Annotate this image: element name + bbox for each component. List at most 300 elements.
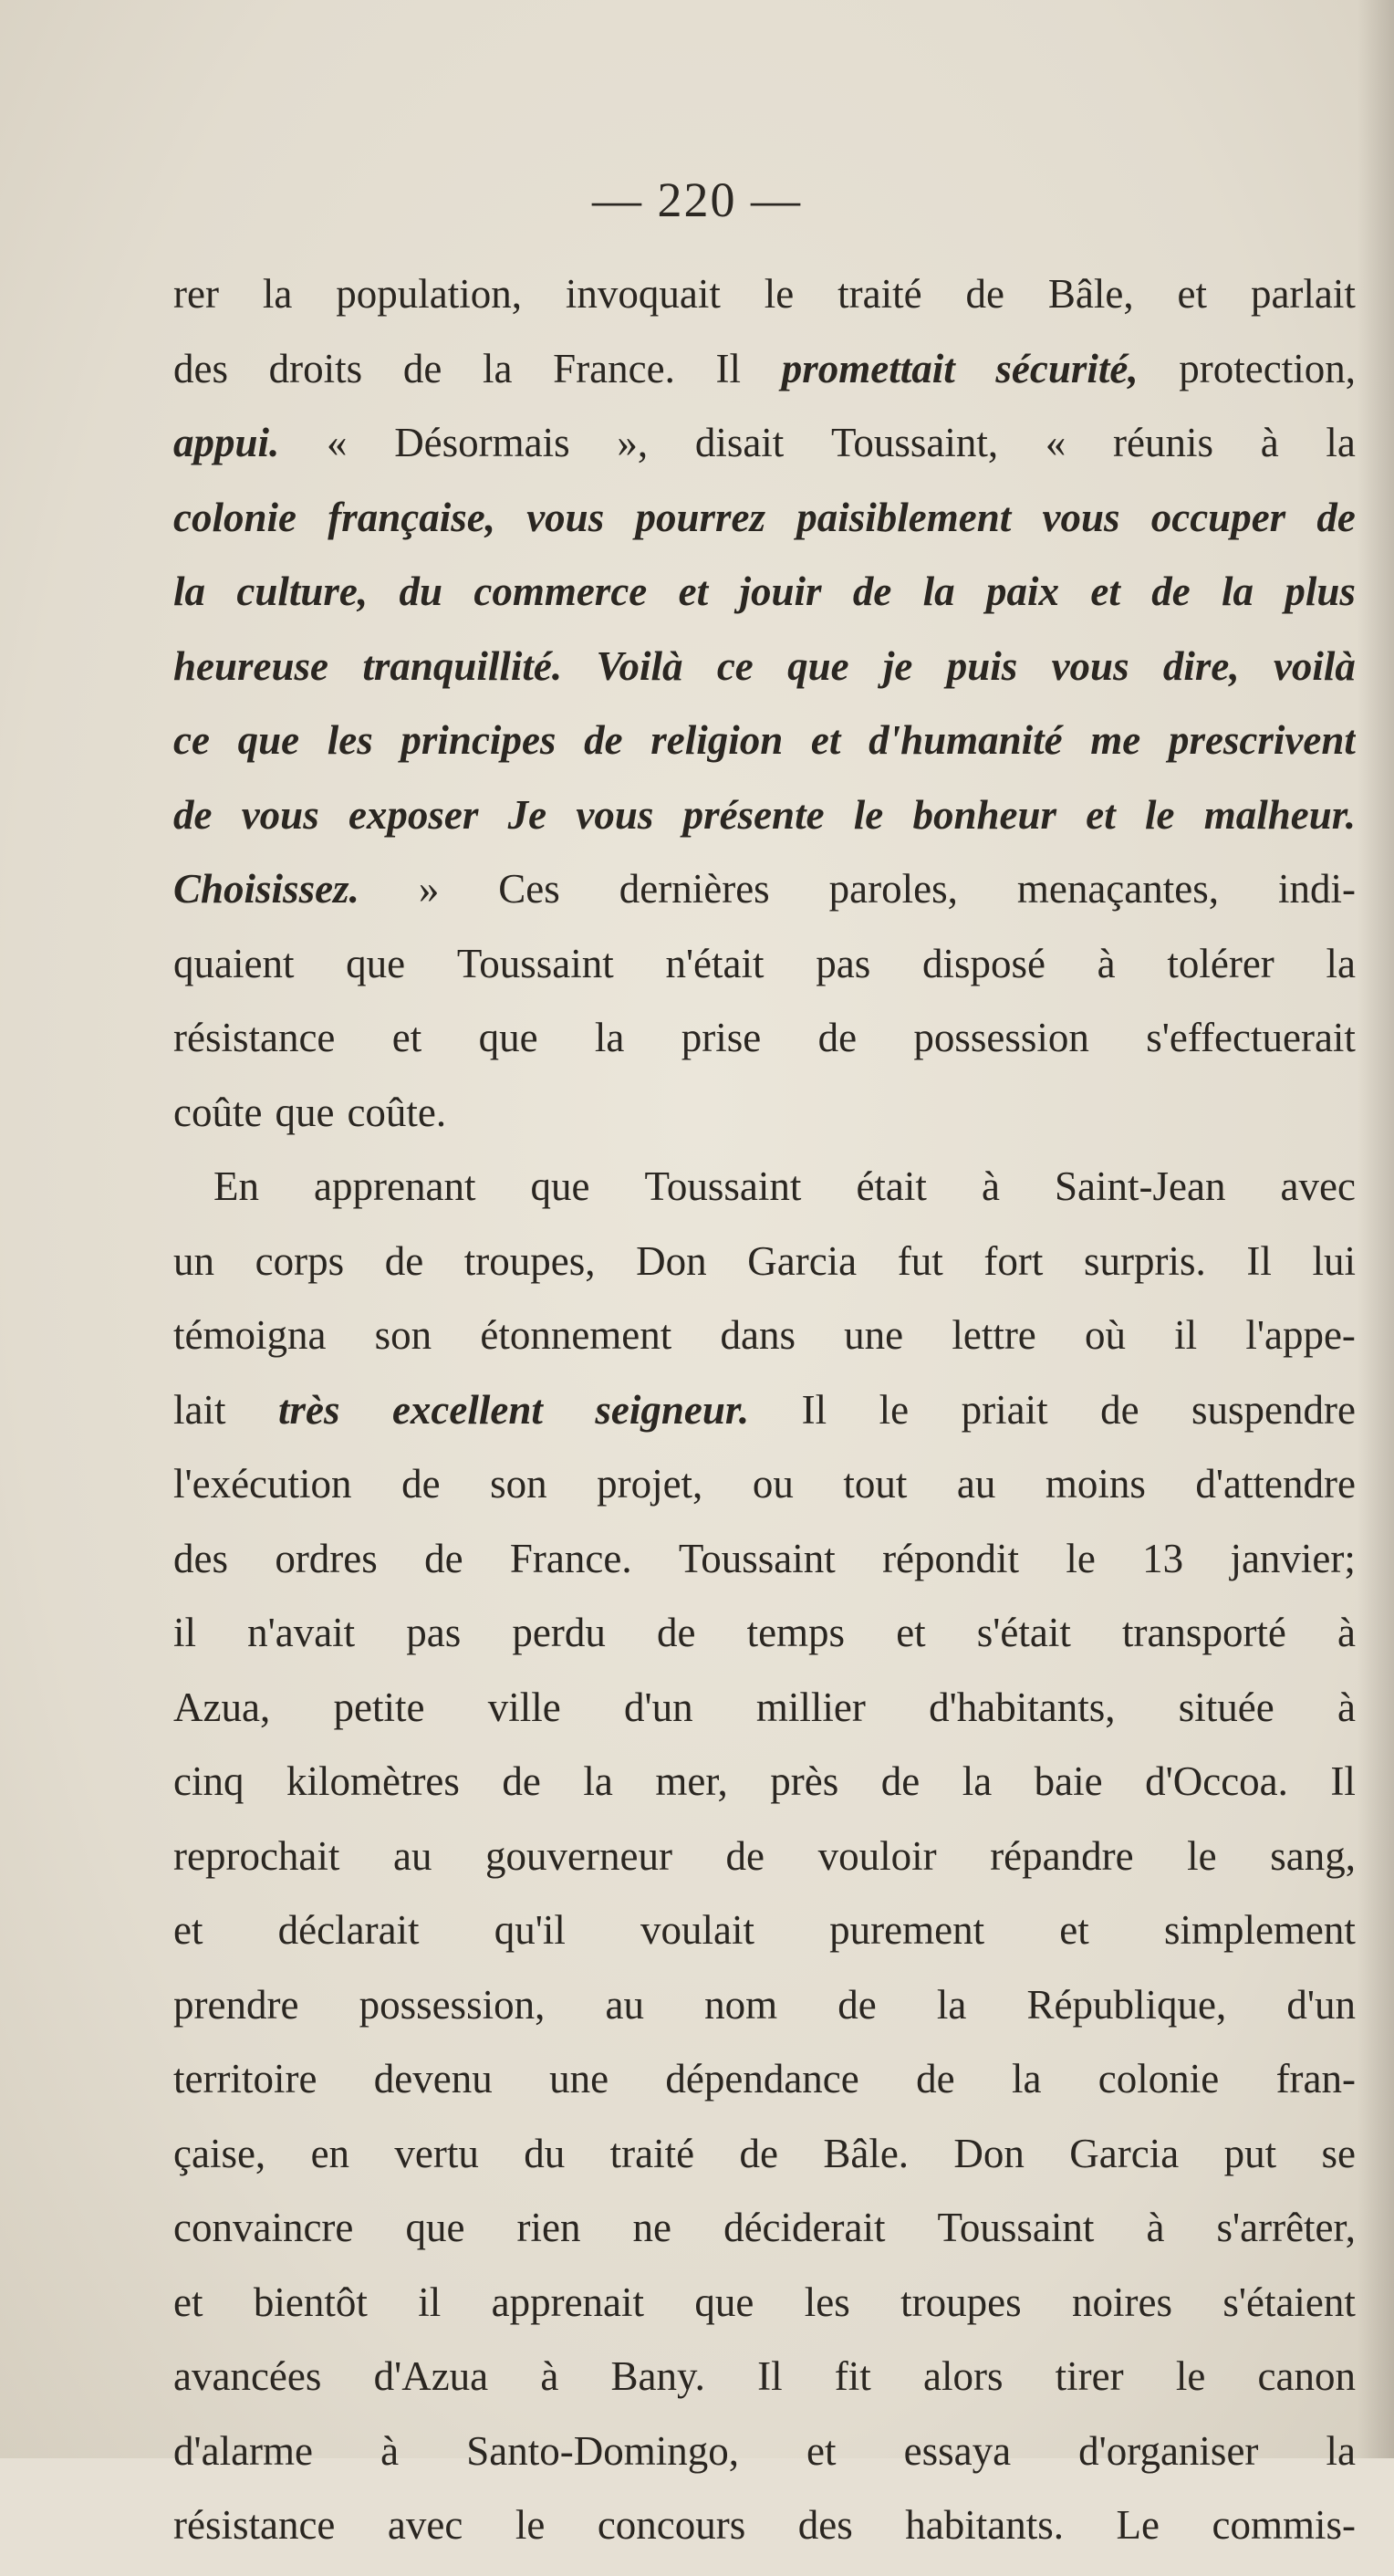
text-line	[173, 642, 1356, 717]
word: cinq	[173, 1758, 244, 1804]
text-line	[173, 2501, 1356, 2576]
word: bonheur	[912, 791, 1057, 838]
word: tolérer	[1167, 940, 1274, 986]
word: le	[853, 791, 884, 838]
word: la	[962, 1758, 993, 1804]
word: sécurité,	[995, 345, 1139, 391]
word: et	[173, 1907, 203, 1953]
text-line	[173, 2130, 1356, 2205]
text-line	[173, 1386, 1356, 1461]
word: au	[956, 1461, 996, 1507]
word: possession	[913, 1015, 1089, 1060]
word: la	[173, 568, 206, 614]
word: d'alarme	[173, 2427, 314, 2474]
text-line	[173, 1237, 1356, 1312]
word: au	[392, 1832, 432, 1879]
word: avancées	[173, 2353, 322, 2399]
word: vertu	[394, 2130, 479, 2176]
word: ne	[632, 2205, 672, 2250]
word: à	[1097, 940, 1116, 986]
word: se	[1321, 2130, 1356, 2176]
word: Garcia	[747, 1237, 858, 1284]
word: avec	[1280, 1163, 1356, 1209]
word: et	[173, 2279, 203, 2325]
word: droits	[268, 345, 363, 391]
body-text	[173, 270, 1356, 2576]
word: n'était	[665, 940, 765, 986]
text-line	[173, 2279, 1356, 2353]
word: je	[882, 642, 913, 689]
word: lettre	[952, 1312, 1036, 1358]
word: le	[879, 1386, 910, 1433]
word: canon	[1257, 2353, 1356, 2399]
word: coûte.	[347, 1089, 447, 1135]
word: disait	[694, 420, 785, 465]
word: janvier;	[1230, 1535, 1356, 1581]
word: Azua,	[173, 1684, 271, 1730]
word: Le	[1116, 2502, 1160, 2548]
word: tranquillité.	[362, 642, 563, 689]
word: tirer	[1055, 2353, 1124, 2399]
word: d'Azua	[373, 2353, 489, 2399]
word: «	[1045, 420, 1066, 465]
word: principes	[401, 717, 557, 763]
word: de	[1151, 568, 1191, 614]
word: heureuse	[173, 642, 329, 689]
word: habitants.	[905, 2502, 1064, 2548]
word: transporté	[1121, 1610, 1286, 1655]
text-line	[173, 1981, 1356, 2056]
word: vous	[576, 791, 654, 838]
word: perdu	[512, 1610, 606, 1655]
word: Saint-Jean	[1055, 1163, 1226, 1209]
word: essaya	[903, 2427, 1012, 2474]
word: apprenant	[314, 1163, 476, 1209]
word: religion	[650, 717, 784, 763]
word: République,	[1026, 1981, 1227, 2028]
word: put	[1223, 2130, 1277, 2176]
text-line	[173, 1460, 1356, 1535]
word: ce	[173, 717, 210, 763]
word: l'appe-	[1245, 1312, 1356, 1358]
word: pas	[406, 1610, 462, 1655]
word: à	[1337, 1684, 1356, 1730]
word: de	[1100, 1386, 1139, 1433]
word: de	[965, 271, 1005, 317]
word: la	[1326, 940, 1356, 986]
word: dépendance	[665, 2056, 859, 2101]
word: s'arrêter,	[1216, 2205, 1356, 2250]
word: témoigna	[173, 1312, 327, 1358]
word: possession,	[359, 1981, 546, 2028]
word: exposer	[348, 791, 479, 838]
word: à	[1260, 420, 1279, 465]
word: pourrez	[635, 494, 765, 540]
word: malheur.	[1203, 791, 1356, 838]
word: avec	[387, 2502, 463, 2548]
word: il	[173, 1610, 197, 1655]
word: 13	[1142, 1535, 1184, 1581]
word: des	[173, 1535, 228, 1581]
word: lui	[1312, 1237, 1356, 1284]
word: Don	[636, 1237, 707, 1284]
word: prendre	[173, 1981, 299, 2028]
word: que	[787, 642, 849, 689]
word: Toussaint	[678, 1535, 836, 1581]
word: nom	[704, 1981, 778, 2028]
word: coûte	[173, 1089, 263, 1135]
word: de	[725, 1832, 765, 1879]
word: répandre	[990, 1832, 1134, 1879]
word: suspendre	[1191, 1386, 1356, 1433]
text-line	[173, 2352, 1356, 2427]
word: et	[678, 568, 709, 614]
word: le	[515, 2502, 546, 2548]
word: d'attendre	[1195, 1461, 1356, 1507]
word: son	[374, 1312, 432, 1358]
word: résistance	[173, 2502, 336, 2548]
word: le	[764, 271, 795, 317]
word: de	[739, 2130, 778, 2176]
page-edge-shadow	[1358, 0, 1394, 2458]
word: millier	[755, 1684, 866, 1730]
word: la	[1326, 2427, 1356, 2474]
word: s'étaient	[1222, 2279, 1356, 2325]
word: purement	[829, 1907, 985, 1953]
word: En	[213, 1163, 259, 1209]
word: de	[384, 1237, 424, 1284]
word: de	[502, 1758, 541, 1804]
word: et	[1086, 791, 1116, 838]
word: ou	[752, 1461, 794, 1507]
word: protection,	[1179, 345, 1356, 391]
word: quaient	[173, 940, 295, 986]
text-line	[173, 494, 1356, 568]
word: corps	[255, 1237, 345, 1284]
word: traité	[837, 271, 922, 317]
word: de	[837, 1981, 877, 2028]
word: dans	[720, 1312, 796, 1358]
word: vouloir	[817, 1832, 937, 1879]
word: de	[656, 1610, 696, 1655]
word: la	[922, 568, 955, 614]
word: rien	[516, 2205, 581, 2250]
word: pas	[816, 940, 871, 986]
word: d'habitants,	[929, 1684, 1116, 1730]
word: rer	[173, 271, 219, 317]
word: invoquait	[565, 271, 721, 317]
word: d'Occoa.	[1145, 1758, 1288, 1804]
word: la	[1011, 2056, 1042, 2101]
word: Ces	[498, 866, 560, 912]
word: commerce	[473, 568, 648, 614]
word: le	[1187, 1832, 1217, 1879]
text-line	[173, 345, 1356, 420]
text-line	[173, 1906, 1356, 1981]
word: dernières	[619, 866, 770, 912]
word: troupes	[900, 2279, 1022, 2325]
word: de	[173, 791, 213, 838]
word: et	[806, 2427, 837, 2474]
word: des	[797, 2502, 853, 2548]
word: indi-	[1277, 866, 1356, 912]
word: présente	[682, 791, 825, 838]
word: priait	[961, 1386, 1048, 1433]
word: de	[424, 1535, 463, 1581]
word: que	[346, 940, 406, 986]
word: et	[810, 717, 841, 763]
word: de	[402, 345, 442, 391]
word: fran-	[1275, 2056, 1356, 2101]
word: où	[1084, 1312, 1126, 1358]
word: de	[880, 1758, 921, 1804]
text-line	[173, 865, 1356, 940]
text-line	[173, 1163, 1356, 1237]
word: de	[916, 2056, 955, 2101]
text-line	[173, 1089, 1356, 1163]
word: des	[173, 345, 228, 391]
word: résistance	[173, 1015, 336, 1060]
word: située	[1178, 1684, 1274, 1730]
word: Toussaint,	[831, 420, 999, 465]
word: au	[605, 1981, 644, 2028]
word: petite	[333, 1684, 425, 1730]
word: française,	[328, 494, 495, 540]
word: surpris.	[1083, 1237, 1206, 1284]
word: vous	[1042, 494, 1120, 540]
word: me	[1090, 717, 1141, 763]
word: et	[1177, 271, 1208, 317]
text-line	[173, 270, 1356, 345]
word: de	[401, 1461, 441, 1507]
word: Bany.	[610, 2353, 705, 2399]
word: Bâle,	[1047, 271, 1134, 317]
word: traité	[609, 2130, 695, 2176]
word: baie	[1034, 1758, 1103, 1804]
word: à	[981, 1163, 1000, 1209]
word: le	[1175, 2353, 1206, 2399]
word: que	[275, 1089, 335, 1135]
word: territoire	[173, 2056, 317, 2101]
text-line	[173, 1757, 1356, 1832]
word: de	[584, 717, 623, 763]
word: près	[770, 1758, 839, 1804]
word: déciderait	[723, 2205, 886, 2250]
word: çaise,	[173, 2130, 266, 2176]
word: moins	[1045, 1461, 1146, 1507]
word: répondit	[882, 1535, 1020, 1581]
text-line	[173, 2055, 1356, 2130]
word: et	[1090, 568, 1120, 614]
word: paroles,	[828, 866, 958, 912]
word: »	[418, 866, 440, 912]
word: voulait	[640, 1907, 754, 1953]
word: Toussaint	[644, 1163, 802, 1209]
word: colonie	[1098, 2056, 1220, 2101]
word: du	[524, 2130, 566, 2176]
word: paisiblement	[796, 494, 1012, 540]
word: vous	[1051, 642, 1129, 689]
word: fut	[897, 1237, 943, 1284]
word: kilomètres	[286, 1758, 460, 1804]
word: que	[478, 1015, 538, 1060]
word: apprenait	[491, 2279, 645, 2325]
word: Je	[507, 791, 547, 838]
word: simplement	[1163, 1907, 1356, 1953]
text-line	[173, 716, 1356, 791]
word: il	[418, 2279, 442, 2325]
word: en	[310, 2130, 350, 2176]
page-number: — 220 —	[592, 172, 802, 227]
word: sang,	[1270, 1832, 1356, 1879]
word: excellent	[391, 1386, 543, 1433]
word: de	[1316, 494, 1356, 540]
word: Santo-Domingo,	[466, 2427, 739, 2474]
word: Voilà	[596, 642, 683, 689]
text-line	[173, 1684, 1356, 1758]
word: noires	[1072, 2279, 1172, 2325]
word: Désormais	[394, 420, 570, 465]
word: la	[262, 271, 293, 317]
word: et	[391, 1015, 422, 1060]
word: France.	[553, 345, 675, 391]
word: projet,	[597, 1461, 703, 1507]
word: la	[1222, 568, 1254, 614]
word: Bâle.	[823, 2130, 910, 2176]
word: Il	[1330, 1758, 1356, 1804]
word: jouir	[739, 568, 822, 614]
word: parlait	[1250, 271, 1356, 317]
word: les	[327, 717, 373, 763]
word: prise	[681, 1015, 762, 1060]
word: que	[237, 717, 300, 763]
text-line	[173, 940, 1356, 1015]
word: réunis	[1113, 420, 1214, 465]
word: à	[1146, 2205, 1165, 2250]
word: et	[1059, 1907, 1089, 1953]
word: disposé	[921, 940, 1046, 986]
word: déclarait	[277, 1907, 420, 1953]
word: était	[856, 1163, 927, 1209]
word: la	[483, 345, 513, 391]
word: concours	[597, 2502, 746, 2548]
word: colonie	[173, 494, 296, 540]
text-line	[173, 1014, 1356, 1089]
word: d'humanité	[869, 717, 1063, 763]
text-line	[173, 1535, 1356, 1610]
word: qu'il	[494, 1907, 566, 1953]
word: bientôt	[253, 2279, 368, 2325]
word: s'effectuerait	[1146, 1015, 1356, 1060]
word: que	[694, 2279, 754, 2325]
word: «	[326, 420, 348, 465]
word: l'exécution	[173, 1461, 352, 1507]
word: convaincre	[173, 2205, 354, 2250]
word: Choisissez.	[173, 866, 359, 912]
word: Il	[715, 345, 742, 391]
word: dire,	[1162, 642, 1240, 689]
word: et	[896, 1610, 926, 1655]
word: vous	[241, 791, 319, 838]
text-line	[173, 1609, 1356, 1684]
word: une	[844, 1312, 904, 1358]
word: la	[583, 1758, 613, 1804]
word: à	[540, 2353, 559, 2399]
word: fit	[834, 2353, 871, 2399]
word: temps	[746, 1610, 846, 1655]
word: plus	[1285, 568, 1356, 614]
word: une	[549, 2056, 609, 2101]
word: menaçantes,	[1016, 866, 1219, 912]
word: Il	[801, 1386, 827, 1433]
word: de	[817, 1015, 858, 1060]
word: la	[936, 1981, 967, 2028]
word: Toussaint	[937, 2205, 1095, 2250]
word: le	[1066, 1535, 1096, 1581]
word: commis-	[1212, 2502, 1356, 2548]
word: paix	[986, 568, 1060, 614]
word: Garcia	[1069, 2130, 1180, 2176]
text-line	[173, 1832, 1356, 1907]
word: n'avait	[247, 1610, 356, 1655]
word: le	[1144, 791, 1175, 838]
word: troupes,	[463, 1237, 596, 1284]
word: que	[530, 1163, 590, 1209]
text-line	[173, 791, 1356, 866]
word: la	[1326, 420, 1356, 465]
word: ordres	[275, 1535, 378, 1581]
text-line	[173, 568, 1356, 642]
word: gouverneur	[485, 1832, 672, 1879]
word: de	[852, 568, 892, 614]
word: fort	[983, 1237, 1044, 1284]
word: ville	[487, 1684, 561, 1730]
word: vous	[526, 494, 605, 540]
word: promettait	[781, 345, 955, 391]
word: alors	[922, 2353, 1004, 2399]
word: France.	[509, 1535, 632, 1581]
word: Il	[757, 2353, 783, 2399]
word: reprochait	[173, 1832, 340, 1879]
word: son	[490, 1461, 547, 1507]
word: à	[1337, 1610, 1356, 1655]
word: étonnement	[480, 1312, 672, 1358]
word: occuper	[1150, 494, 1286, 540]
word: voilà	[1273, 642, 1356, 689]
word: culture,	[236, 568, 369, 614]
word: devenu	[373, 2056, 493, 2101]
text-line	[173, 419, 1356, 494]
word: prescrivent	[1168, 717, 1356, 763]
word: d'un	[1286, 1981, 1356, 2028]
word: puis	[946, 642, 1018, 689]
word: du	[399, 568, 443, 614]
text-line	[173, 2427, 1356, 2502]
word: d'organiser	[1078, 2427, 1259, 2474]
word: appui.	[173, 420, 280, 465]
word: les	[804, 2279, 850, 2325]
word: mer,	[655, 1758, 728, 1804]
word: un	[173, 1237, 214, 1284]
word: Toussaint	[456, 940, 614, 986]
word: que	[405, 2205, 465, 2250]
word: tout	[843, 1461, 908, 1507]
word: à	[380, 2427, 400, 2474]
word: Don	[953, 2130, 1025, 2176]
word: il	[1174, 1312, 1198, 1358]
word: ce	[716, 642, 754, 689]
word: la	[594, 1015, 625, 1060]
